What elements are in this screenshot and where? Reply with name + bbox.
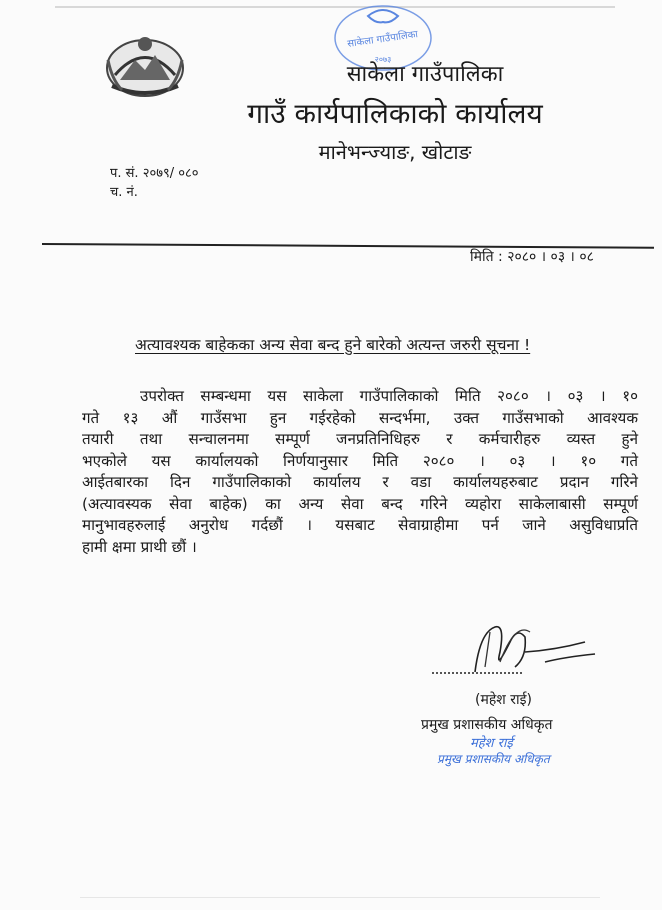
dispatch-number: च. नं. [110,185,138,200]
body-line: आईतबारका दिन गाउँपालिकाको कार्यालय र वडा कार्यालयहरुबाट प्रदान गरिने [82,473,638,491]
body-line: उपरोक्त सम्बन्धमा यस साकेला गाउँपालिकाको मिति २०८० । ०३ । १० [140,387,638,405]
handwritten-signature-icon [455,612,605,692]
svg-text:२०७३: २०७३ [374,55,392,64]
body-line: (अत्यावस्यक सेवा बाहेक) का अन्य सेवा बन्द गरिने व्यहोरा साकेलाबासी सम्पूर्ण [82,494,638,513]
nepal-emblem-icon [100,30,190,100]
signatory-designation: प्रमुख प्रशासकीय अधिकृत [421,717,553,733]
body-line: भएकोले यस कार्यालयको निर्णयानुसार मिति २०८० । ०३ । १० गते [82,451,638,470]
notice-body [82,386,638,558]
designation-stamp: प्रमुख प्रशासकीय अधिकृत [437,752,550,766]
body-line: हामी क्षमा प्राथी छौं । [82,537,197,556]
name-stamp: महेश राई [470,736,513,751]
letter-date: मिति : २०८० । ०३ । ०८ [470,249,594,265]
signatory-name: (महेश राई) [475,692,532,708]
reference-number: प. सं. २०७९/ ०८० [110,166,199,181]
scan-bottom-edge [80,897,600,898]
body-line: तयारी तथा सन्चालनमा सम्पूर्ण जनप्रतिनिधिहरु र कर्मचारीहरु व्यस्त हुने [82,430,638,448]
office-name: गाउँ कार्यपालिकाको कार्यालय [247,97,543,130]
office-address: मानेभन्ज्याङ, खोटाङ [318,140,472,164]
notice-subject: अत्यावश्यक बाहेकका अन्य सेवा बन्द हुने बारेको अत्यन्त जरुरी सूचना ! [135,336,531,354]
signature-dotted-line [432,672,522,674]
body-line: गते १३ औं गाउँसभा हुन गईरहेको सन्दर्भमा, उक्त गाउँसभाको आवश्यक [82,408,638,427]
body-line: मानुभावहरुलाई अनुरोध गर्दछौं । यसबाट सेवाग्राहीमा पर्न जाने असुविधाप्रति [82,516,638,534]
org-name: साकेला गाउँपालिका [346,62,504,87]
svg-text:साकेला गाउँपालिका: साकेला गाउँपालिका [346,29,419,50]
